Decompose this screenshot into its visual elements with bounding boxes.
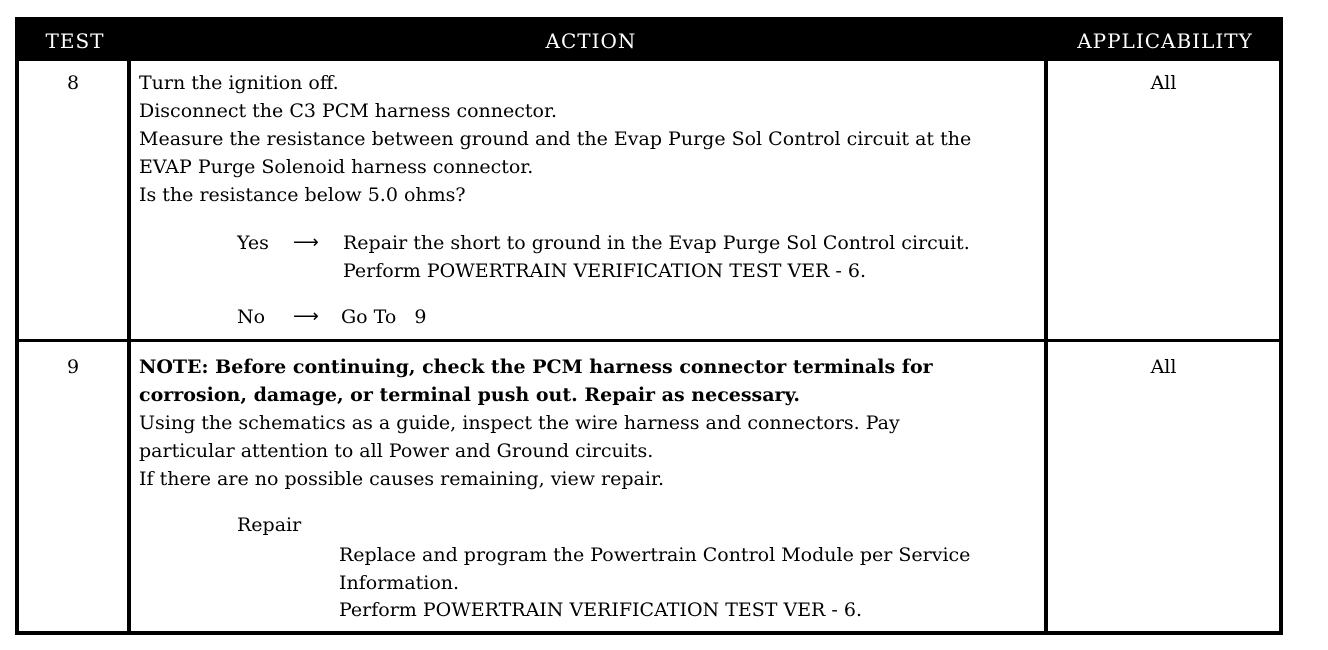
row-divider [19,339,1279,342]
repair-line: Replace and program the Powertrain Control Module per Service [339,544,971,566]
repair-label: Repair [237,514,302,536]
no-goto-link[interactable]: Go To 9 [341,306,427,328]
right-arrow-icon: ⟶ [293,306,319,327]
header-applicability: APPLICABILITY [1077,29,1253,53]
test-number: 9 [66,356,80,378]
table-header [19,21,1279,61]
right-arrow-icon: ⟶ [293,232,319,253]
header-test: TEST [45,29,105,53]
header-action: ACTION [545,29,637,53]
column-divider-test [127,21,131,631]
note-line: NOTE: Before continuing, check the PCM harness connector terminals for [139,356,933,378]
yes-action-line: Perform POWERTRAIN VERIFICATION TEST VER - 6. [343,260,866,282]
action-line: Turn the ignition off. [139,72,339,94]
action-line: Measure the resistance between ground and the Evap Purge Sol Control circuit at the [139,128,972,150]
repair-line: Information. [339,572,460,594]
applicability-value: All [1150,356,1177,378]
repair-line: Perform POWERTRAIN VERIFICATION TEST VER - 6. [339,599,862,621]
action-line: Disconnect the C3 PCM harness connector. [139,100,558,122]
yes-label: Yes [237,232,269,254]
applicability-value: All [1150,72,1177,94]
view-repair-line: If there are no possible causes remaining, view repair. [139,468,664,490]
note-line: corrosion, damage, or terminal push out. Repair as necessary. [139,384,801,406]
column-divider-action [1044,21,1048,631]
action-question: Is the resistance below 5.0 ohms? [139,184,466,206]
action-line: Using the schematics as a guide, inspect the wire harness and connectors. Pay [139,412,900,434]
diagnostic-table [15,17,1283,635]
test-number: 8 [66,72,80,94]
action-line: EVAP Purge Solenoid harness connector. [139,156,534,178]
yes-action-line: Repair the short to ground in the Evap Purge Sol Control circuit. [343,232,970,254]
action-line: particular attention to all Power and Ground circuits. [139,440,654,462]
no-label: No [237,306,266,328]
